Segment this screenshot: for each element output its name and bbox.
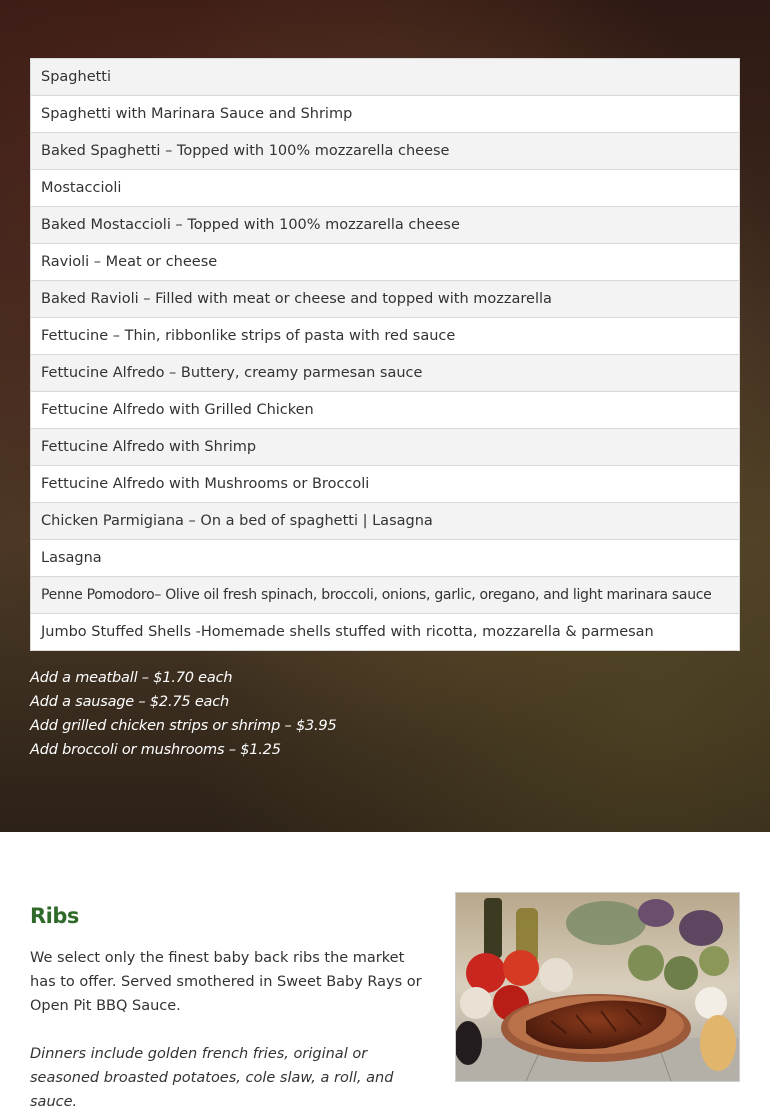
table-row <box>31 318 740 355</box>
menu-item: Fettucine Alfredo with Mushrooms or Broccoli <box>31 466 740 503</box>
menu-item: Fettucine Alfredo with Shrimp <box>31 429 740 466</box>
menu-item: Fettucine Alfredo – Buttery, creamy parmesan sauce <box>31 355 740 392</box>
ribs-dinner-note: Dinners include golden french fries, original or seasoned broasted potatoes, cole slaw, a roll, and sauce. <box>30 1046 394 1110</box>
table-row <box>31 429 740 466</box>
addon-item: Add a sausage – $2.75 each <box>30 694 229 710</box>
menu-item: Lasagna <box>31 540 740 577</box>
table-row <box>31 96 740 133</box>
ribs-section <box>0 832 770 1110</box>
table-row <box>31 577 740 614</box>
menu-item: Baked Spaghetti – Topped with 100% mozzarella cheese <box>31 133 740 170</box>
addons-list <box>30 666 730 762</box>
table-row <box>31 207 740 244</box>
menu-item: Spaghetti <box>31 59 740 96</box>
menu-item: Fettucine Alfredo with Grilled Chicken <box>31 392 740 429</box>
menu-item: Baked Ravioli – Filled with meat or cheese and topped with mozzarella <box>31 281 740 318</box>
table-row <box>31 355 740 392</box>
menu-item: Spaghetti with Marinara Sauce and Shrimp <box>31 96 740 133</box>
addon-item: Add grilled chicken strips or shrimp – $3.95 <box>30 718 337 734</box>
addon-item: Add a meatball – $1.70 each <box>30 670 233 686</box>
pasta-menu-table <box>30 58 740 651</box>
table-row <box>31 540 740 577</box>
table-row <box>31 170 740 207</box>
menu-item: Penne Pomodoro– Olive oil fresh spinach, broccoli, onions, garlic, oregano, and light marinara sauce <box>31 577 740 614</box>
table-row <box>31 466 740 503</box>
table-row <box>31 133 740 170</box>
menu-item: Fettucine – Thin, ribbonlike strips of pasta with red sauce <box>31 318 740 355</box>
menu-item: Ravioli – Meat or cheese <box>31 244 740 281</box>
addon-item: Add broccoli or mushrooms – $1.25 <box>30 742 281 758</box>
menu-item: Jumbo Stuffed Shells -Homemade shells stuffed with ricotta, mozzarella & parmesan <box>31 614 740 651</box>
ribs-description: We select only the finest baby back ribs the market has to offer. Served smothered in Sweet Baby Rays or Open Pit BBQ Sauce. <box>30 950 422 1014</box>
table-row <box>31 614 740 651</box>
ribs-heading: Ribs <box>30 904 79 928</box>
menu-item: Mostaccioli <box>31 170 740 207</box>
menu-item: Baked Mostaccioli – Topped with 100% mozzarella cheese <box>31 207 740 244</box>
table-row <box>31 244 740 281</box>
table-row <box>31 281 740 318</box>
table-row <box>31 392 740 429</box>
ribs-photo <box>455 892 740 1082</box>
menu-item: Chicken Parmigiana – On a bed of spaghetti | Lasagna <box>31 503 740 540</box>
table-row <box>31 503 740 540</box>
table-row <box>31 59 740 96</box>
